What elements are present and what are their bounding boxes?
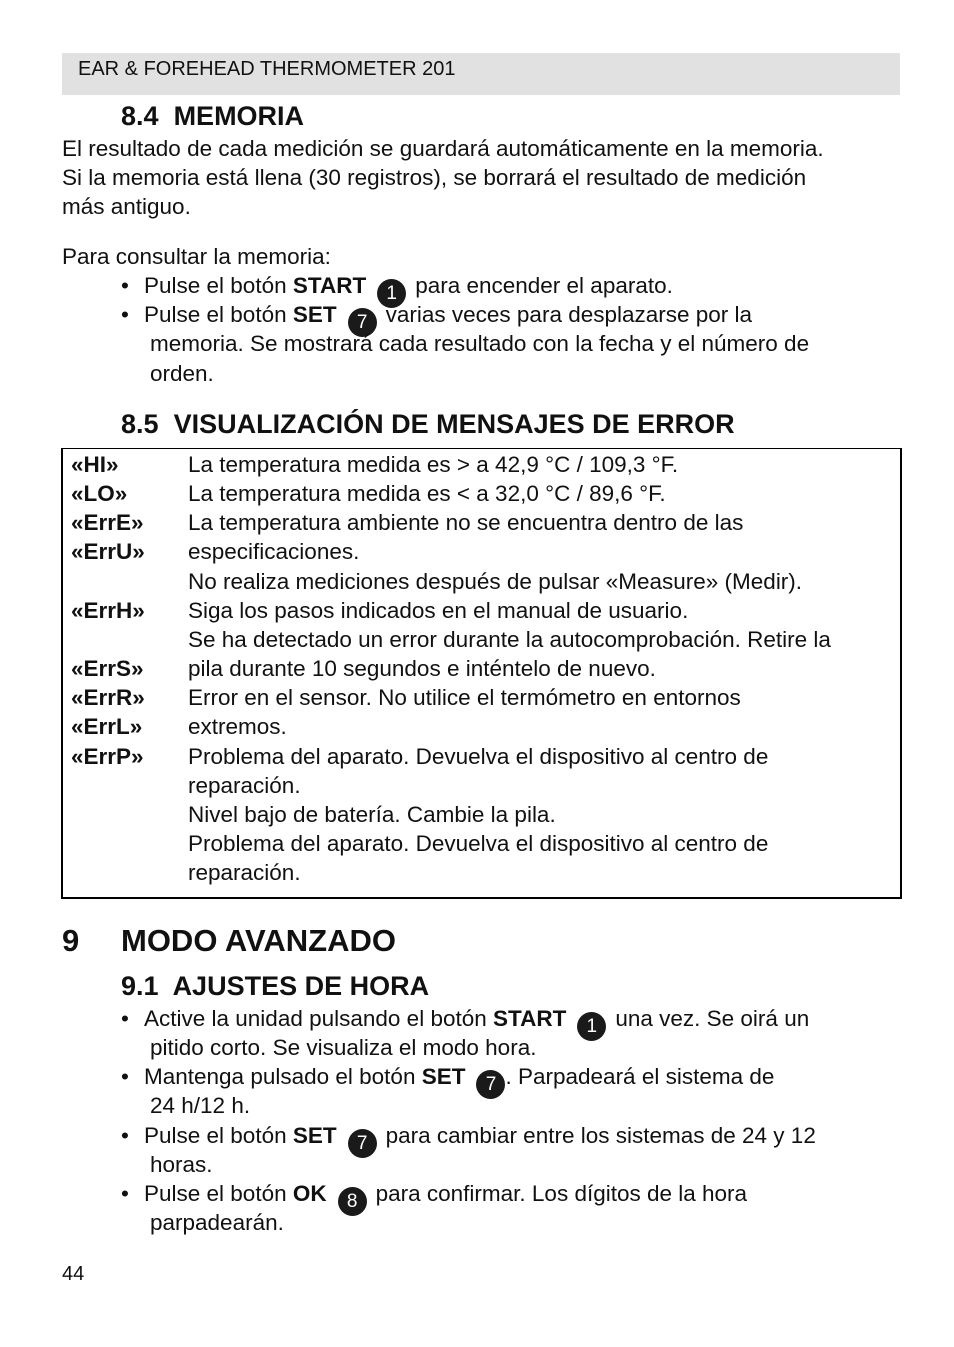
button-name: START	[292, 273, 367, 298]
list-item-continuation: parpadearán.	[150, 1210, 284, 1235]
button-name: SET	[292, 1123, 337, 1148]
start-button-icon: 1	[577, 1012, 606, 1041]
paragraph-line: más antiguo.	[62, 194, 191, 219]
bullet-icon: •	[121, 1064, 129, 1089]
set-button-icon: 7	[348, 308, 377, 337]
paragraph-line: El resultado de cada medición se guardará automáticamente en la memoria.	[62, 136, 824, 161]
section-title: AJUSTES DE HORA	[172, 971, 430, 1001]
list-item-continuation: memoria. Se mostrará cada resultado con la fecha y el número de	[150, 331, 810, 356]
error-code: «ErrS»	[71, 656, 144, 681]
document-header-title: EAR & FOREHEAD THERMOMETER 201	[78, 58, 456, 80]
error-code: «ErrH»	[71, 598, 145, 623]
paragraph-line: Si la memoria está llena (30 registros), se borrará el resultado de medición	[62, 165, 807, 190]
error-description: Problema del aparato. Devuelva el dispositivo al centro de	[188, 831, 769, 856]
bullet-icon: •	[121, 273, 129, 298]
button-name: SET	[292, 302, 337, 327]
memory-intro: Para consultar la memoria:	[62, 244, 331, 269]
bullet-icon: •	[121, 1181, 129, 1206]
error-description: extremos.	[188, 714, 287, 739]
button-name: OK	[292, 1181, 327, 1206]
start-button-icon: 1	[377, 279, 406, 308]
error-code: «ErrL»	[71, 714, 143, 739]
list-item-continuation: horas.	[150, 1152, 213, 1177]
chapter-9-heading	[62, 923, 396, 959]
error-description: reparación.	[188, 773, 301, 798]
section-title: MEMORIA	[173, 101, 305, 131]
list-item-continuation: orden.	[150, 361, 214, 386]
list-item: Pulse el botón OK 8 para confirmar. Los dígitos de la hora	[144, 1179, 747, 1216]
error-description: Siga los pasos indicados en el manual de usuario.	[188, 598, 689, 623]
error-code: «LO»	[71, 481, 128, 506]
error-code: «HI»	[71, 452, 119, 477]
error-code: «ErrU»	[71, 539, 145, 564]
error-description: Se ha detectado un error durante la autocomprobación. Retire la	[188, 627, 831, 652]
error-description: pila durante 10 segundos e inténtelo de nuevo.	[188, 656, 656, 681]
error-description: Problema del aparato. Devuelva el dispositivo al centro de	[188, 744, 769, 769]
error-description: reparación.	[188, 860, 301, 885]
chapter-title: MODO AVANZADO	[121, 923, 396, 958]
error-code: «ErrE»	[71, 510, 144, 535]
section-number: 8.4	[121, 101, 159, 131]
bullet-icon: •	[121, 302, 129, 327]
set-button-icon: 7	[348, 1129, 377, 1158]
chapter-number: 9	[62, 923, 80, 958]
error-description: Error en el sensor. No utilice el termómetro en entornos	[188, 685, 741, 710]
error-description: Nivel bajo de batería. Cambie la pila.	[188, 802, 556, 827]
error-description: especificaciones.	[188, 539, 360, 564]
section-number: 8.5	[121, 409, 159, 439]
button-name: SET	[421, 1064, 466, 1089]
error-description: La temperatura medida es > a 42,9 °C / 109,3 °F.	[188, 452, 679, 477]
list-item: Pulse el botón SET 7 para cambiar entre los sistemas de 24 y 12	[144, 1121, 816, 1158]
section-8-4-heading	[121, 100, 304, 132]
list-item: Active la unidad pulsando el botón START 1 una vez. Se oirá un	[144, 1004, 809, 1041]
list-item: Mantenga pulsado el botón SET 7 . Parpadeará el sistema de	[144, 1062, 774, 1099]
section-number: 9.1	[121, 971, 159, 1001]
error-description: No realiza mediciones después de pulsar «Measure» (Medir).	[188, 569, 803, 594]
bullet-icon: •	[121, 1006, 129, 1031]
section-9-1-heading	[121, 970, 429, 1002]
bullet-icon: •	[121, 1123, 129, 1148]
section-8-5-heading	[121, 408, 735, 440]
list-item-continuation: 24 h/12 h.	[150, 1093, 251, 1118]
list-item-continuation: pitido corto. Se visualiza el modo hora.	[150, 1035, 537, 1060]
set-button-icon: 7	[476, 1070, 505, 1099]
error-description: La temperatura medida es < a 32,0 °C / 89,6 °F.	[188, 481, 666, 506]
error-code: «ErrR»	[71, 685, 145, 710]
page-number: 44	[62, 1263, 85, 1285]
button-name: START	[493, 1006, 567, 1031]
ok-button-icon: 8	[338, 1187, 367, 1216]
section-title: VISUALIZACIÓN DE MENSAJES DE ERROR	[173, 409, 735, 439]
list-item: Pulse el botón START 1 para encender el aparato.	[144, 271, 673, 308]
list-item: Pulse el botón SET 7 varias veces para desplazarse por la	[144, 300, 752, 337]
error-code: «ErrP»	[71, 744, 144, 769]
error-description: La temperatura ambiente no se encuentra dentro de las	[188, 510, 744, 535]
